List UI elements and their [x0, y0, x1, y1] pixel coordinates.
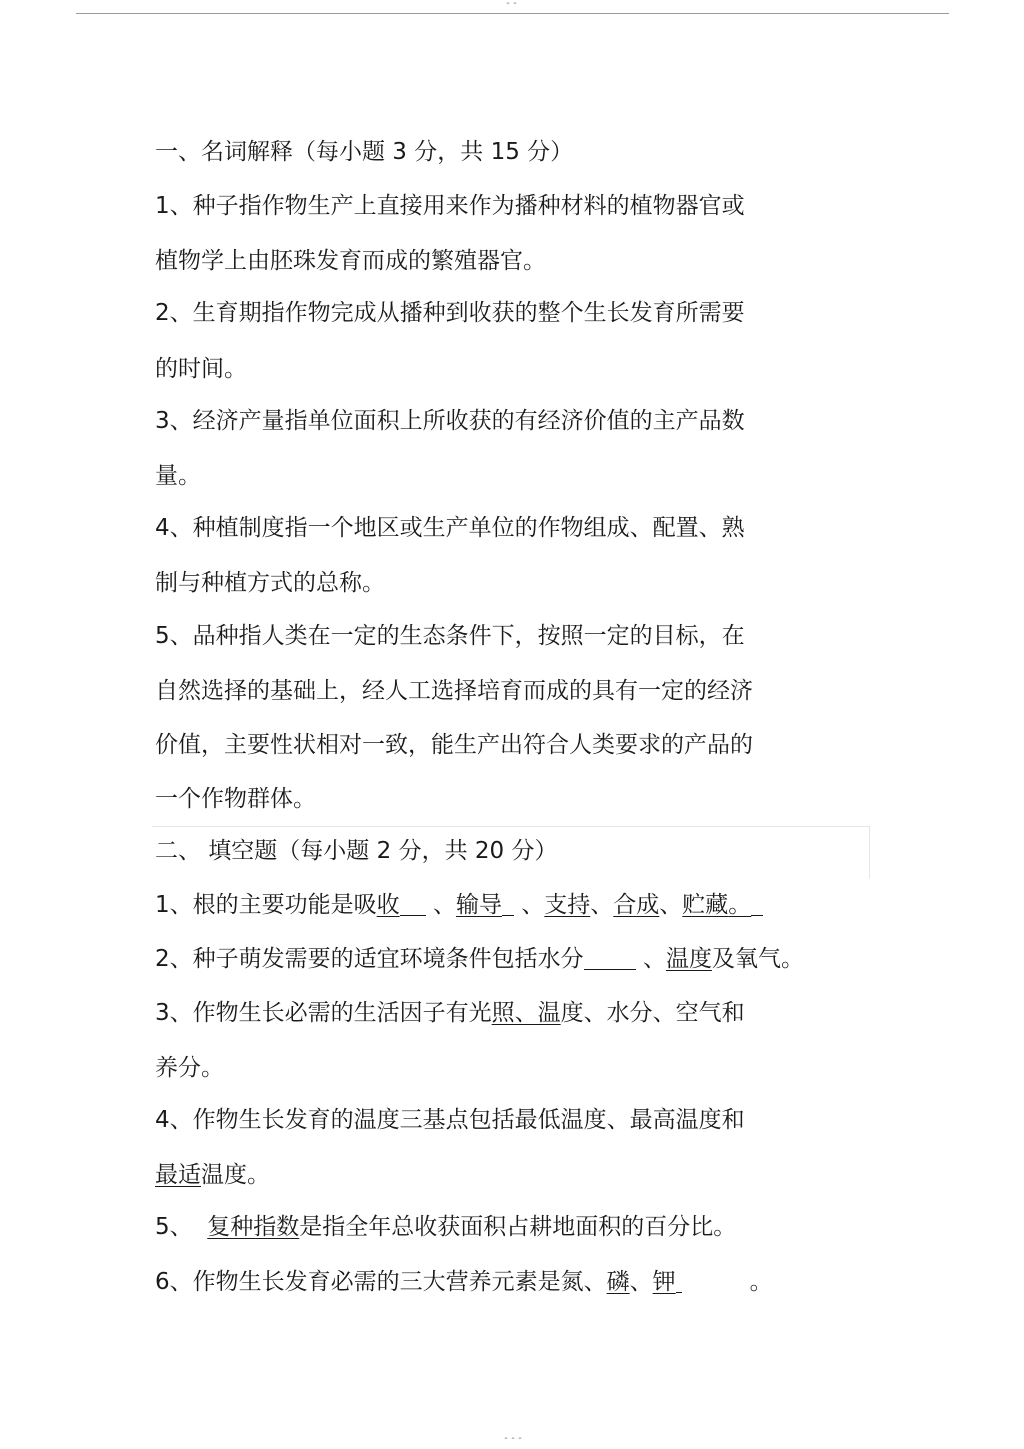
- s1-line-7: 4、种植制度指一个地区或生产单位的作物组成、配置、熟: [155, 515, 745, 541]
- s1-line-8: 制与种植方式的总称。: [155, 570, 385, 596]
- q3-rest: 度、水分、空气和: [560, 1000, 745, 1026]
- s1-line-1: 1、种子指作物生产上直接用来作为播种材料的植物器官或: [155, 193, 745, 219]
- q1-answer-5: 贮藏: [682, 892, 729, 918]
- q1-blank-2: [502, 893, 514, 916]
- q5-line: [155, 1212, 736, 1242]
- q2-line: [155, 944, 804, 974]
- q6-end: 。: [749, 1269, 773, 1295]
- q6-blank: [676, 1270, 682, 1293]
- q1-end: 。: [728, 892, 752, 918]
- q2-end: 及氧气。: [711, 946, 804, 972]
- q6-sep: 、: [629, 1269, 653, 1295]
- q1-blank-1: [400, 893, 426, 916]
- s1-line-5: 3、经济产量指单位面积上所收获的有经济价值的主产品数: [155, 408, 745, 434]
- q1-sep-1: 、: [425, 892, 456, 918]
- s1-line-6: 量。: [155, 463, 201, 489]
- q1-answer-4: 合成: [613, 892, 660, 918]
- s1-line-4: 的时间。: [155, 356, 247, 382]
- q1-line: [155, 890, 763, 920]
- s1-line-12: 一个作物群体。: [155, 786, 316, 812]
- q5-prefix: 5、: [155, 1214, 208, 1240]
- q5-answer-1: 复种指数: [207, 1214, 300, 1240]
- q2-sep: 、: [635, 946, 666, 972]
- q4-rest: 温度。: [201, 1162, 270, 1188]
- q1-answer-1: 收: [376, 892, 400, 918]
- q6-answer-2: 钾: [652, 1269, 676, 1295]
- q4-line-2: [155, 1160, 270, 1190]
- q1-prefix: 1、根的主要功能是吸: [155, 892, 377, 918]
- s1-line-11: 价值，主要性状相对一致，能生产出符合人类要求的产品的: [155, 732, 753, 758]
- q5-rest: 是指全年总收获面积占耕地面积的百分比。: [299, 1214, 737, 1240]
- page-mark-bottom: ---: [503, 1433, 525, 1444]
- q6-line: [155, 1267, 773, 1297]
- q1-answer-2: 输导: [455, 892, 502, 918]
- q1-blank-3: [751, 893, 763, 916]
- q1-answer-3: 支持: [544, 892, 591, 918]
- q3-line-2: 养分。: [155, 1055, 224, 1081]
- q3-prefix: 3、作物生长必需的生活因子有光: [155, 1000, 492, 1026]
- page-mark-top: --: [505, 0, 520, 9]
- s1-line-10: 自然选择的基础上，经人工选择培育而成的具有一定的经济: [155, 678, 753, 704]
- section1-title: 一、名词解释（每小题 3 分，共 15 分）: [155, 139, 574, 165]
- q1-sep-4: 、: [659, 892, 683, 918]
- q3-line: [155, 998, 745, 1028]
- q1-sep-3: 、: [590, 892, 614, 918]
- q6-answer-1: 磷: [606, 1269, 630, 1295]
- q1-sep-2: 、: [513, 892, 545, 918]
- q2-prefix: 2、种子萌发需要的适宜环境条件包括水分: [155, 946, 584, 972]
- q2-blank-1: [584, 947, 636, 970]
- header-rule: [76, 13, 949, 14]
- q3-answer-1: 照、温: [491, 1000, 561, 1026]
- q4-line: 4、作物生长发育的温度三基点包括最低温度、最高温度和: [155, 1107, 745, 1133]
- q2-answer-1: 温度: [665, 946, 712, 972]
- s1-line-2: 植物学上由胚珠发育而成的繁殖器官。: [155, 248, 546, 274]
- s1-line-9: 5、品种指人类在一定的生态条件下，按照一定的目标，在: [155, 623, 745, 649]
- s1-line-3: 2、生育期指作物完成从播种到收获的整个生长发育所需要: [155, 300, 745, 326]
- section2-title: 二、 填空题（每小题 2 分，共 20 分）: [155, 838, 558, 864]
- q4-answer-1: 最适: [155, 1162, 201, 1188]
- q6-prefix: 6、作物生长发育必需的三大营养元素是氮、: [155, 1269, 607, 1295]
